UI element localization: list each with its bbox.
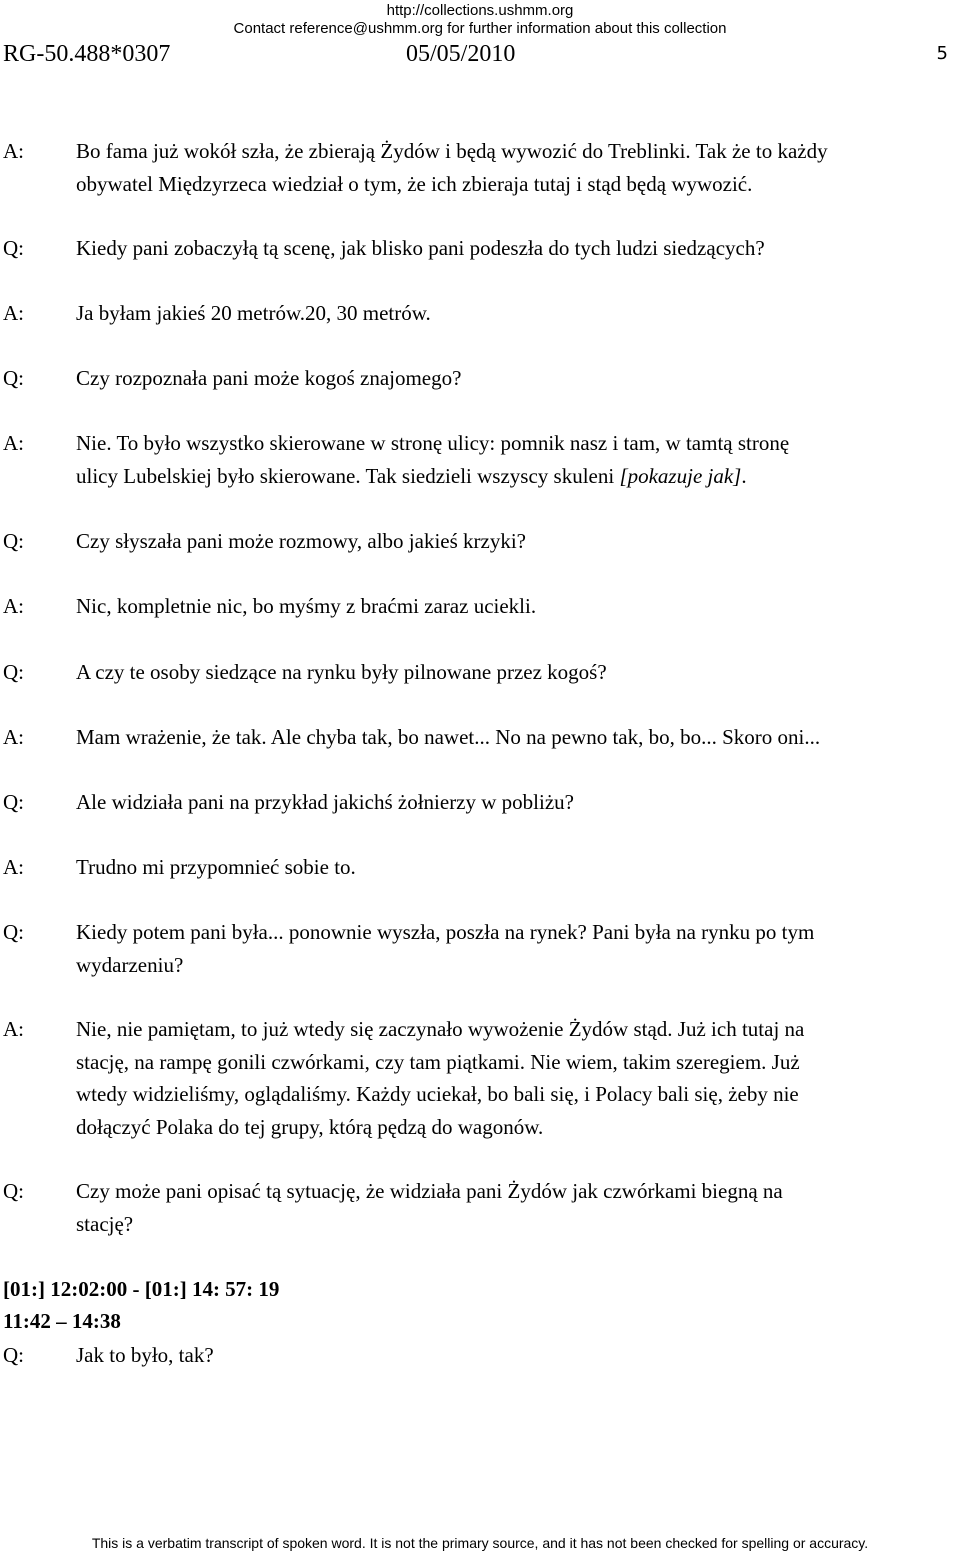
document-reference: RG-50.488*0307 (3, 41, 171, 67)
entry-text (76, 525, 960, 558)
speaker-label: Q: (3, 529, 24, 553)
entry-text (76, 721, 960, 754)
entry-text (76, 427, 960, 492)
speaker-label: Q: (3, 366, 24, 390)
text-line: Czy może pani opisać tą sytuację, że widziała pani Żydów jak czwórkami biegną na (76, 1179, 783, 1203)
speaker-label: A: (3, 855, 24, 879)
speaker-label: A: (3, 725, 24, 749)
speaker-label: Q: (3, 1343, 24, 1367)
stage-direction: [pokazuje jak] (619, 463, 742, 488)
text-line: Nic, kompletnie nic, bo myśmy z braćmi zaraz uciekli. (76, 594, 537, 618)
text-line: Bo fama już wokół szła, że zbierają Żydów i będą wywozić do Treblinki. Tak że to każdy (76, 139, 828, 163)
entry-text (76, 1175, 960, 1240)
entry-text (76, 362, 960, 395)
text-line: Nie. To było wszystko skierowane w stronę ulicy: pomnik nasz i tam, w tamtą stronę (76, 431, 790, 455)
entry-text (76, 851, 960, 884)
text-line: A czy te osoby siedzące na rynku były pilnowane przez kogoś? (76, 660, 607, 684)
speaker-label: A: (3, 1017, 24, 1041)
entry-text (76, 916, 960, 981)
text-line: wydarzeniu? (76, 952, 184, 977)
speaker-label: A: (3, 139, 24, 163)
entry-text (76, 656, 960, 689)
text-line: stację? (76, 1211, 134, 1236)
text-line: Czy rozpoznała pani może kogoś znajomego? (76, 366, 462, 390)
speaker-label: Q: (3, 920, 24, 944)
text-line: Ja byłam jakieś 20 metrów.20, 30 metrów. (76, 301, 431, 325)
text-line: Czy słyszała pani może rozmowy, albo jakieś krzyki? (76, 529, 526, 553)
entry-text (76, 297, 960, 330)
text-line: Ale widziała pani na przykład jakichś żołnierzy w pobliżu? (76, 790, 574, 814)
page-number: 5 (936, 43, 948, 64)
text-line: Jak to było, tak? (76, 1343, 214, 1367)
text-line: Trudno mi przypomnieć sobie to. (76, 855, 356, 879)
text-line: Kiedy potem pani była... ponownie wyszła, poszła na rynek? Pani była na rynku po tym (76, 920, 815, 944)
entry-text (76, 232, 960, 265)
header-contact: Contact reference@ushmm.org for further information about this collection (233, 20, 727, 37)
entry-text (76, 786, 960, 819)
speaker-label: Q: (3, 1179, 24, 1203)
entry-text (76, 135, 960, 200)
line-text: ulicy Lubelskiej było skierowane. Tak siedzieli wszyscy skuleni (76, 463, 620, 488)
text-line: Mam wrażenie, że tak. Ale chyba tak, bo nawet... No na pewno tak, bo, bo... Skoro oni... (76, 725, 821, 749)
speaker-label: Q: (3, 790, 24, 814)
text-line: Kiedy pani zobaczyłą tą scenę, jak blisko pani podeszła do tych ludzi siedzących? (76, 236, 765, 260)
speaker-label: A: (3, 431, 24, 455)
text-line (76, 460, 960, 493)
footer-disclaimer: This is a verbatim transcript of spoken word. It is not the primary source, and it has not been checked for spelling or accuracy. (91, 1535, 869, 1551)
timecode-range: [01:] 12:02:00 - [01:] 14: 57: 19 (3, 1277, 280, 1301)
entry-text (76, 590, 960, 623)
text-line: Nie, nie pamiętam, to już wtedy się zaczynało wywożenie Żydów stąd. Już ich tutaj na (76, 1017, 805, 1041)
header-url: http://collections.ushmm.org (386, 2, 574, 19)
entry-text (76, 1013, 960, 1143)
timecode-elapsed: 11:42 – 14:38 (3, 1309, 121, 1333)
speaker-label: Q: (3, 236, 24, 260)
speaker-label: Q: (3, 660, 24, 684)
entry-text (76, 1339, 960, 1372)
text-line: wtedy widzieliśmy, oglądaliśmy. Każdy uciekał, bo bali się, i Polacy bali się, żeby nie (76, 1082, 799, 1106)
speaker-label: A: (3, 301, 24, 325)
text-line: obywatel Międzyrzeca wiedział o tym, że ich zbieraja tutaj i stąd będą wywozić. (76, 171, 753, 196)
speaker-label: A: (3, 594, 24, 618)
text-line: stację, na rampę gonili czwórkami, czy tam piątkami. Nie wiem, takim szeregiem. Już (76, 1049, 800, 1074)
document-date: 05/05/2010 (406, 41, 516, 67)
line-end: . (741, 463, 747, 488)
text-line: dołączyć Polaka do tej grupy, którą pędzą do wagonów. (76, 1114, 544, 1139)
